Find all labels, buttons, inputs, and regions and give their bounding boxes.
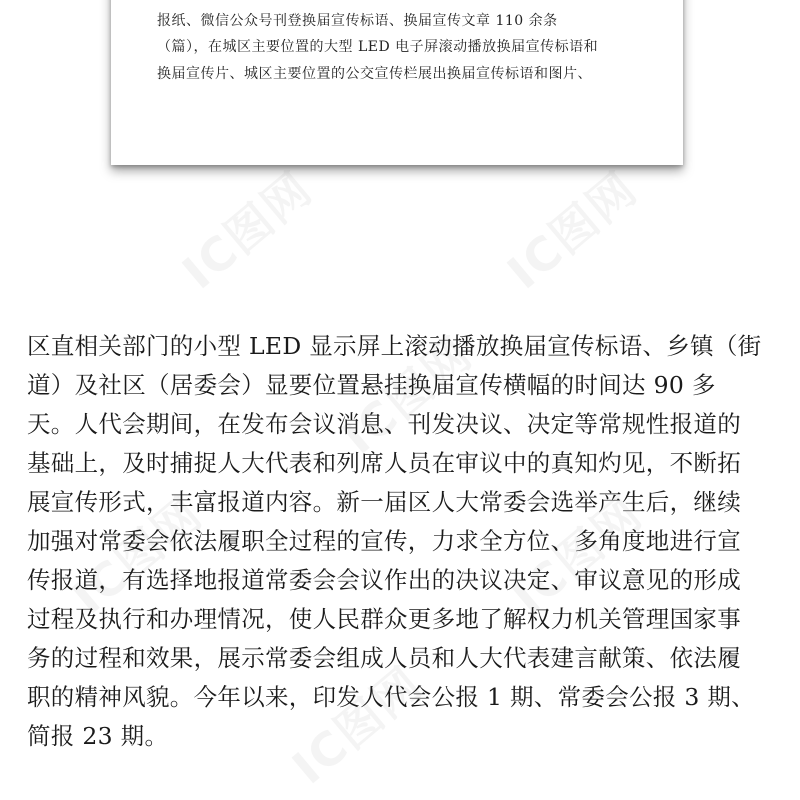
watermark: IC图网 — [497, 161, 648, 300]
paragraph-line: 区直相关部门的小型 LED 显示屏上滚动播放换届宣传标语、乡镇（街 — [27, 332, 762, 360]
document-card — [111, 0, 683, 165]
paragraph-line: 传报道，有选择地报道常委会会议作出的决议决定、审议意见的形成 — [27, 566, 741, 594]
paragraph-line: 基础上，及时捕捉人大代表和列席人员在审议中的真知灼见，不断拓 — [27, 449, 741, 477]
paragraph-line: 加强对常委会依法履职全过程的宣传，力求全方位、多角度地进行宣 — [27, 527, 741, 555]
paragraph-line: 道）及社区（居委会）显要位置悬挂换届宣传横幅的时间达 90 多 — [27, 371, 716, 399]
paragraph-line: 展宣传形式，丰富报道内容。新一届区人大常委会选举产生后，继续 — [27, 488, 741, 516]
paragraph-line: 天。人代会期间，在发布会议消息、刊发决议、决定等常规性报道的 — [27, 410, 741, 438]
card-text-line: 报纸、微信公众号刊登换届宣传标语、换届宣传文章 110 余条 — [157, 13, 558, 29]
paragraph-line: 简报 23 期。 — [27, 722, 169, 750]
paragraph-line: 过程及执行和办理情况，使人民群众更多地了解权力机关管理国家事 — [27, 605, 741, 633]
watermark: IC图网 — [282, 656, 433, 795]
watermark: IC图网 — [332, 326, 483, 465]
card-text-line: 换届宣传片、城区主要位置的公交宣传栏展出换届宣传标语和图片、 — [157, 66, 592, 82]
paragraph-line: 职的精神风貌。今年以来，印发人代会公报 1 期、常委会公报 3 期、 — [27, 683, 755, 711]
watermark: IC图网 — [502, 486, 653, 625]
watermark: IC图网 — [172, 161, 323, 300]
paragraph-line: 务的过程和效果，展示常委会组成人员和人大代表建言献策、依法履 — [27, 644, 741, 672]
card-text-line: （篇），在城区主要位置的大型 LED 电子屏滚动播放换届宣传标语和 — [157, 39, 599, 55]
body-paragraph — [27, 327, 779, 756]
watermark: IC图网 — [62, 486, 213, 625]
